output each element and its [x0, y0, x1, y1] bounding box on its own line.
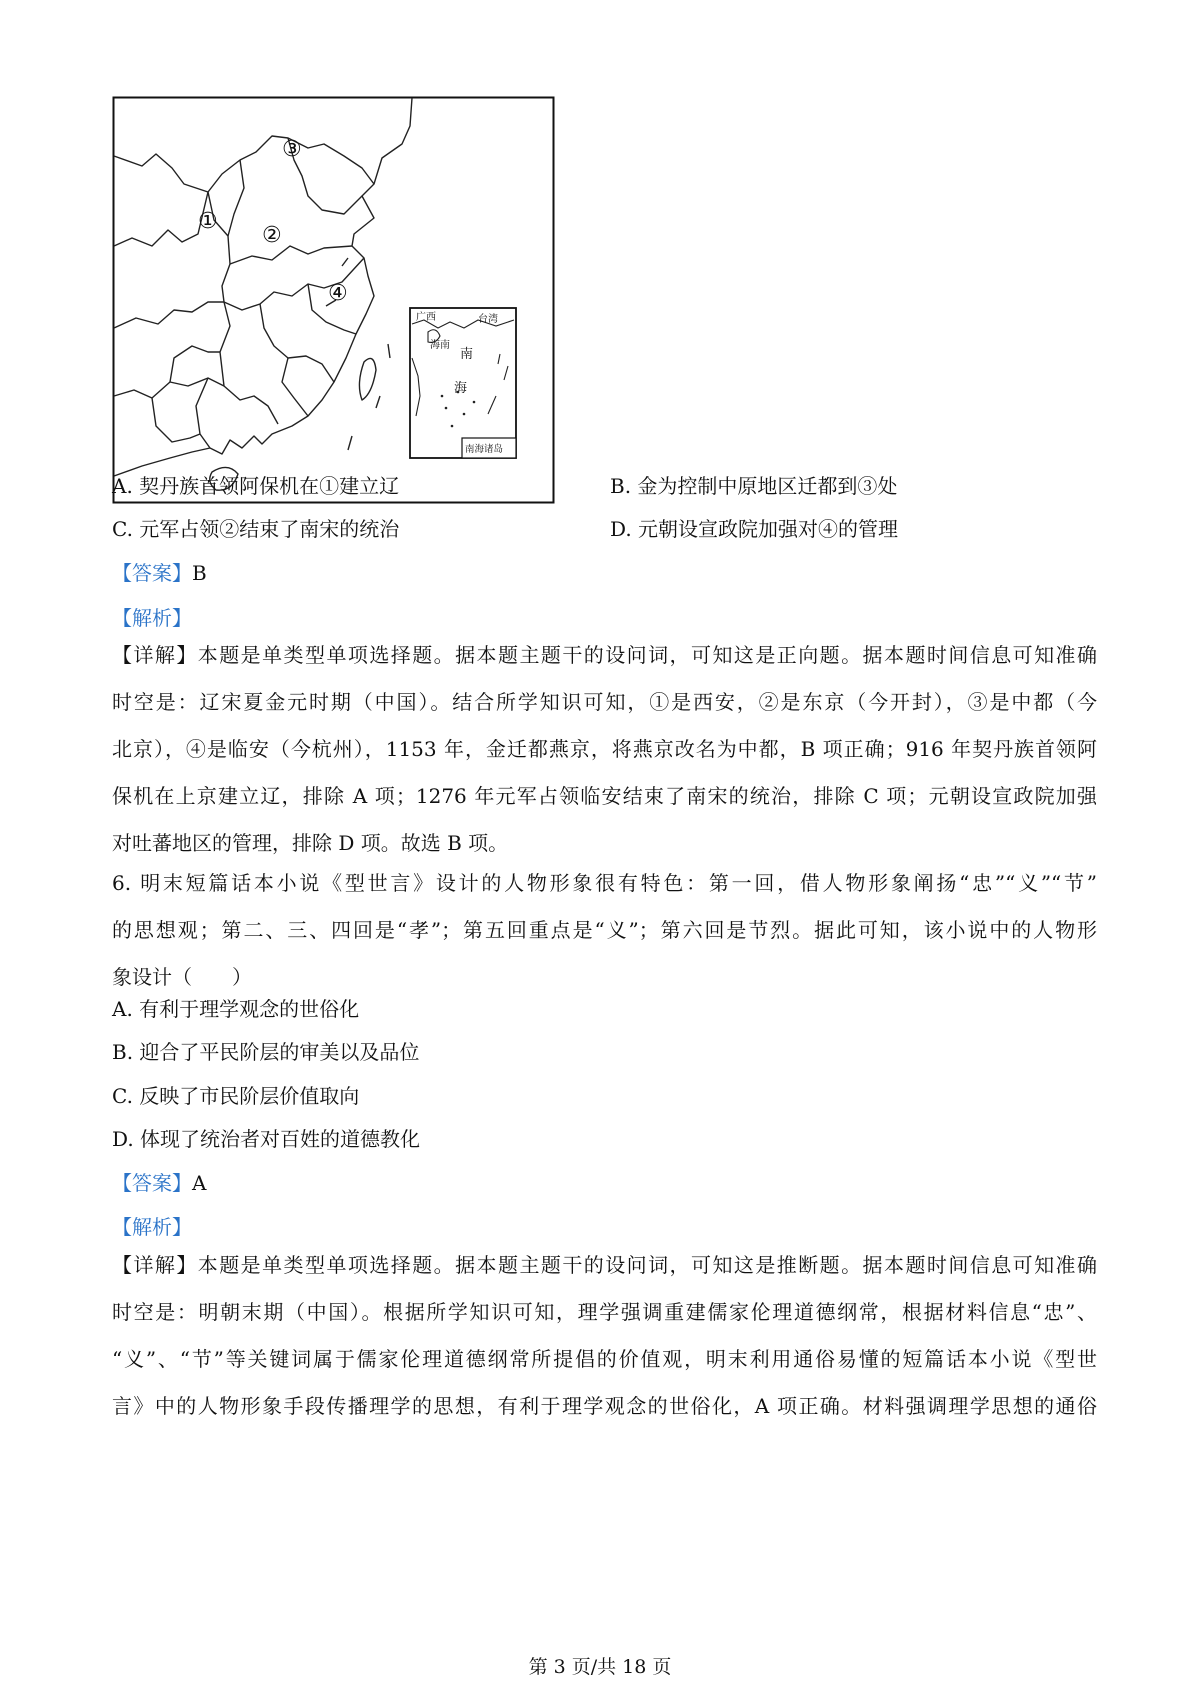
detail-tag: 【详解】 [112, 1253, 198, 1277]
q6-stem [112, 860, 1097, 1001]
q5-detail-line-3: 北京），④是临安（今杭州），1153 年，金迁都燕京，将燕京改名为中都，B 项正确；916 年契丹族首领阿 [112, 737, 1097, 761]
q5-detail-line-5: 对吐蕃地区的管理，排除 D 项。故选 B 项。 [112, 831, 509, 855]
inset-label-taiwan: 台湾 [478, 314, 498, 325]
q6-option-d: D. 体现了统治者对百姓的道德教化 [112, 1127, 421, 1151]
q6-detail-line-3: “义”、“节”等关键词属于儒家伦理道德纲常所提倡的价值观，明末利用通俗易懂的短篇话本小说《型世 [112, 1347, 1097, 1371]
q5-option-c: C. 元军占领②结束了南宋的统治 [112, 517, 400, 541]
answer-tag: 【答案】 [112, 1171, 192, 1195]
q6-answer [112, 1168, 206, 1198]
answer-value: B [192, 561, 207, 585]
q5-answer [112, 558, 207, 588]
q6-option-b: B. 迎合了平民阶层的审美以及品位 [112, 1040, 420, 1064]
q6-stem-line-1: 6. 明末短篇话本小说《型世言》设计的人物形象很有特色：第一回，借人物形象阐扬“忠”“义”“节” [112, 871, 1097, 895]
map-marker-3: ③ [282, 137, 302, 162]
q6-detail-line-2: 时空是：明朝末期（中国）。根据所学知识可知，理学强调重建儒家伦理道德纲常，根据材料信息“忠”、 [112, 1300, 1097, 1324]
inset-label-nanhai-zhudao: 南海诸岛 [465, 444, 504, 455]
page-footer: 第 3 页/共 18 页 [528, 1656, 672, 1678]
song-yuan-map [112, 96, 555, 504]
q5-detail-line-1: 【详解】本题是单类型单项选择题。据本题主题干的设问词，可知这是正向题。据本题时间信息可知准确 [112, 643, 1098, 667]
inset-label-nan: 南 [460, 347, 474, 362]
map-marker-2: ② [262, 223, 282, 248]
q5-option-d: D. 元朝设宣政院加强对④的管理 [610, 517, 899, 541]
q5-option-a: A. 契丹族首领阿保机在①建立辽 [112, 474, 400, 498]
q6-option-a: A. 有利于理学观念的世俗化 [112, 997, 360, 1021]
q5-option-b: B. 金为控制中原地区迁都到③处 [610, 474, 898, 498]
answer-value: A [192, 1171, 207, 1195]
inset-label-hai: 海 [454, 381, 468, 396]
q5-analysis-tag: 【解析】 [112, 606, 192, 630]
q6-stem-line-2: 的思想观；第二、三、四回是“孝”；第五回重点是“义”；第六回是节烈。据此可知，该小说中的人物形 [112, 918, 1097, 942]
q6-analysis-tag: 【解析】 [112, 1215, 192, 1239]
detail-tag: 【详解】 [112, 643, 198, 667]
answer-tag: 【答案】 [112, 561, 192, 585]
q5-detail [112, 632, 1097, 867]
q6-detail-line-1: 【详解】本题是单类型单项选择题。据本题主题干的设问词，可知这是推断题。据本题时间信息可知准确 [112, 1253, 1098, 1277]
q6-detail [112, 1242, 1097, 1430]
q6-option-c: C. 反映了市民阶层价值取向 [112, 1084, 360, 1108]
inset-label-hainan: 海南 [430, 340, 450, 351]
map-marker-4: ④ [328, 281, 348, 306]
map-marker-1: ① [198, 209, 218, 234]
q6-stem-line-3: 象设计（ ） [112, 965, 252, 989]
inset-label-guangxi: 广西 [416, 312, 436, 323]
q5-detail-line-4: 保机在上京建立辽，排除 A 项；1276 年元军占领临安结束了南宋的统治，排除 C 项；元朝设宣政院加强 [112, 784, 1097, 808]
q5-detail-line-2: 时空是：辽宋夏金元时期（中国）。结合所学知识可知，①是西安，②是东京（今开封），③是中都（今 [112, 690, 1097, 714]
q6-detail-line-4: 言》中的人物形象手段传播理学的思想，有利于理学观念的世俗化，A 项正确。材料强调理学思想的通俗 [112, 1394, 1097, 1418]
